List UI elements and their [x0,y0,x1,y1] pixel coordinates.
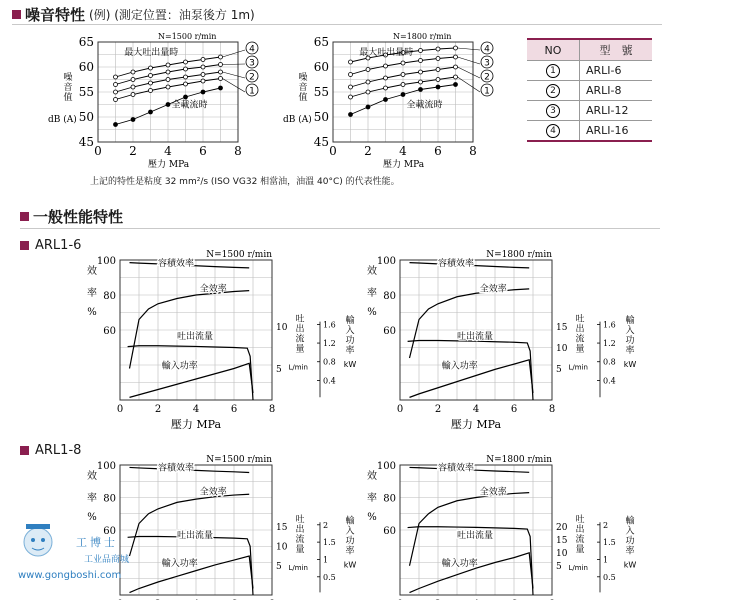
y-tick-label: 100 [376,461,396,472]
watermark-brand: 工博士 [76,536,118,549]
watermark-url: www.gongboshi.com [18,570,122,581]
power-axis-label: 輸 [345,516,355,527]
data-point [436,47,440,51]
annotation-label: 全載流時 [171,100,208,111]
y-tick-label: 100 [96,256,116,267]
series-leader [223,72,246,78]
flow-tick-label: 5 [276,364,282,375]
data-point [149,89,153,93]
row-no: 1 [546,64,560,78]
data-point [149,110,153,114]
power-tick-label: 0.5 [323,572,336,582]
series-label: 全效率 [199,487,227,498]
data-point [366,105,370,109]
data-point [349,95,353,99]
x-tick-label: 4 [164,144,172,158]
series-leader [223,79,246,93]
data-point [184,75,188,79]
power-axis-label: 輸 [625,516,635,527]
x-axis-label: 壓力 MPa [383,160,425,170]
flow-axis-label: 流 [295,334,305,345]
performance-chart-arl16-1500 [80,240,370,431]
data-point [349,113,353,117]
data-point [436,57,440,61]
y-axis-label: 噪 [63,73,73,83]
chart-title: N=1800 r/min [486,455,552,465]
power-axis-label: 入 [625,526,635,537]
flow-tick-label: 5 [276,562,282,573]
mascot-logo-icon [18,520,58,570]
y-axis-label: 效 [367,266,377,277]
power-tick-label: 1 [603,555,609,565]
power-axis-unit: kW [623,360,637,369]
performance-chart-arl18-1800 [360,445,650,600]
data-point [201,65,205,69]
series-leader [223,64,246,65]
x-tick-label: 4 [472,404,480,415]
x-tick-label: 0 [94,144,102,158]
flow-axis-unit: L/min [568,363,588,372]
y-axis-unit: dB (A) [48,115,77,125]
y-tick-label: 45 [78,135,94,149]
flow-axis-label: 吐 [575,515,585,526]
y-tick-label: 80 [103,493,116,505]
x-tick-label: 8 [234,144,242,158]
annotation-label: 最大吐出量時 [124,48,179,58]
y-tick-label: 80 [103,291,116,302]
group-label: ARL1-6 [35,238,82,253]
data-point [149,66,153,70]
y-tick-label: 60 [313,60,329,74]
series-label: 容積效率 [438,463,475,474]
data-point [219,55,223,59]
power-tick-label: 1.6 [323,320,336,330]
flow-axis-label: 出 [575,324,585,335]
table-row [527,101,652,121]
chart-title: N=1500 r/min [206,250,272,260]
data-point [131,70,135,74]
data-point [201,90,205,94]
flow-tick-label: 10 [556,343,568,354]
series-line [130,494,250,556]
power-axis-label: 率 [625,346,635,356]
x-tick-label: 0 [396,404,404,415]
flow-axis-label: 量 [295,344,305,355]
data-point [366,80,370,84]
flow-axis-unit: L/min [288,363,308,372]
data-point [131,118,135,122]
model-table-wrap [527,38,652,142]
series-leader [458,67,481,78]
series-label: 4 [484,44,490,55]
data-point [384,86,388,90]
series-label: 1 [484,86,490,97]
section-bullet [12,10,21,19]
chart-title: N=1800 r/min [486,250,552,260]
power-tick-label: 1.2 [603,339,616,349]
section-bullet [20,212,29,221]
noise-chart-1500 [40,28,265,168]
data-point [454,75,458,79]
data-point [201,58,205,62]
data-point [166,85,170,89]
section-divider [12,24,662,25]
data-point [219,86,223,90]
performance-chart-arl16-1800 [360,240,650,431]
y-axis-label: 效 [87,266,97,277]
power-axis-label: 率 [345,546,355,557]
data-point [419,80,423,84]
data-point [149,74,153,78]
series-label: 吐出流量 [457,531,494,542]
series-line [130,291,250,369]
flow-tick-label: 15 [276,523,288,534]
y-tick-label: 65 [313,35,329,49]
series-label: 吐出流量 [177,331,214,342]
data-point [131,78,135,82]
group-bullet [20,241,29,250]
data-point [384,98,388,102]
data-point [114,83,118,87]
flow-axis-label: 流 [575,334,585,345]
series-label: 2 [249,72,255,83]
data-point [149,81,153,85]
y-axis-unit: dB (A) [283,115,312,125]
y-axis-unit: % [367,307,377,318]
group-bullet [20,446,29,455]
table-row [527,121,652,142]
x-axis-label: 壓力 MPa [148,160,190,170]
chart-title: N=1500 r/min [206,455,272,465]
flow-axis-unit: L/min [288,564,308,573]
x-tick-label: 2 [364,144,372,158]
data-point [419,59,423,63]
series-label: 輸入功率 [441,361,478,372]
x-tick-label: 2 [129,144,137,158]
flow-axis-label: 吐 [295,515,305,526]
flow-axis-label: 流 [295,535,305,546]
flow-axis-label: 流 [575,535,585,546]
series-label: 容積效率 [158,463,195,474]
series-leader [458,57,481,64]
noise-subtitle: (例) (測定位置：油泵後方 1m) [89,8,255,22]
y-axis-label: 值 [298,93,308,103]
power-axis-label: 入 [345,326,355,336]
group-title-arl16 [20,238,81,253]
series-label: 吐出流量 [177,531,214,542]
y-tick-label: 100 [96,461,116,472]
data-point [219,63,223,67]
data-point [436,85,440,89]
data-point [201,79,205,83]
x-tick-label: 6 [199,144,207,158]
data-point [401,83,405,87]
data-point [184,67,188,71]
flow-axis-label: 出 [575,525,585,536]
data-point [384,76,388,80]
performance-section-title [20,206,123,227]
y-axis-label: 效 [367,471,377,482]
data-point [131,93,135,97]
series-label: 容積效率 [438,259,475,270]
series-label: 1 [249,86,255,97]
y-axis-label: 率 [367,493,377,504]
data-point [166,103,170,107]
x-tick-label: 6 [434,144,442,158]
power-tick-label: 0.4 [603,376,616,386]
y-tick-label: 45 [313,135,329,149]
power-tick-label: 2 [323,520,329,530]
power-axis-label: 功 [345,336,355,346]
x-axis-label: 壓力 MPa [170,418,222,431]
y-axis-unit: % [87,512,97,523]
x-tick-label: 8 [268,404,276,415]
data-point [166,70,170,74]
power-tick-label: 0.8 [323,357,336,367]
data-point [184,95,188,99]
y-axis-label: 音 [298,83,308,93]
series-label: 3 [484,58,490,69]
data-point [114,90,118,94]
annotation-label: 全載流時 [406,100,443,111]
data-point [454,83,458,87]
power-tick-label: 1 [323,555,329,565]
x-tick-label: 6 [230,404,238,415]
data-point [184,60,188,64]
watermark-sub: 工业品商城 [84,555,130,565]
flow-tick-label: 15 [556,322,568,333]
power-axis-label: 輸 [345,316,355,326]
power-axis-unit: kW [343,560,357,570]
power-axis-label: 功 [345,536,355,547]
x-tick-label: 8 [548,404,556,415]
y-axis-label: 率 [367,288,377,299]
data-point [219,77,223,81]
power-axis-label: 輸 [625,316,635,326]
power-tick-label: 1.5 [603,538,616,548]
data-point [401,93,405,97]
group-label: ARL1-8 [35,443,82,458]
y-axis-label: 音 [63,83,73,93]
model-table-header [527,39,652,61]
x-tick-label: 4 [399,144,407,158]
series-label: 容積效率 [158,259,195,270]
table-row [527,61,652,81]
chart-title: N=1500 r/min [158,32,217,41]
y-axis-label: 效 [87,471,97,482]
chart-title: N=1800 r/min [393,32,452,41]
data-point [454,55,458,59]
flow-tick-label: 20 [556,523,568,534]
row-model: ARLI-12 [580,101,653,121]
data-point [114,75,118,79]
row-model: ARLI-16 [580,121,653,142]
data-point [349,60,353,64]
power-axis-label: 入 [625,326,635,336]
power-axis-label: 率 [345,346,355,356]
series-label: 輸入功率 [161,558,198,569]
power-tick-label: 0.4 [323,376,336,386]
noise-note: 上記的特性是粘度 32 mm²/s (ISO VG32 相當油，油溫 40°C) 的代表性能。 [90,177,400,187]
flow-tick-label: 10 [276,322,288,333]
x-tick-label: 6 [510,404,518,415]
y-axis-label: 率 [87,493,97,504]
x-tick-label: 8 [469,144,477,158]
performance-title: 一般性能特性 [33,208,124,226]
data-point [436,68,440,72]
data-point [131,85,135,89]
data-point [454,46,458,50]
flow-axis-label: 吐 [575,314,585,325]
data-point [349,85,353,89]
noise-section-title [12,4,255,25]
data-point [114,98,118,102]
noise-title: 噪音特性 [25,6,86,24]
y-tick-label: 55 [78,85,94,99]
data-point [401,61,405,65]
series-label: 輸入功率 [161,361,198,372]
row-no: 4 [546,124,560,138]
noise-chart-1800 [275,28,505,168]
section-divider [20,228,660,229]
power-tick-label: 1.2 [323,339,336,349]
flow-tick-label: 10 [276,542,288,553]
y-axis-label: 率 [87,288,97,299]
flow-tick-label: 10 [556,549,568,560]
y-tick-label: 55 [313,85,329,99]
y-axis-label: 值 [63,93,73,103]
power-tick-label: 0.8 [603,357,616,367]
y-tick-label: 80 [383,291,396,302]
row-no: 3 [546,104,560,118]
data-point [454,65,458,69]
series-label: 3 [249,58,255,69]
data-point [419,70,423,74]
x-tick-label: 0 [329,144,337,158]
y-axis-unit: % [367,512,377,523]
series-label: 全效率 [479,487,507,498]
power-tick-label: 2 [603,520,609,530]
series-label: 2 [484,72,490,83]
power-axis-label: 入 [345,526,355,537]
flow-axis-unit: L/min [568,564,588,573]
power-tick-label: 0.5 [603,572,616,582]
power-axis-label: 功 [625,536,635,547]
series-leader [458,48,481,50]
data-point [384,64,388,68]
y-tick-label: 60 [103,526,116,537]
y-tick-label: 60 [383,326,396,337]
data-point [366,68,370,72]
flow-axis-label: 量 [295,545,305,556]
x-tick-label: 2 [434,404,442,415]
series-label: 輸入功率 [441,558,478,569]
x-axis-label: 壓力 MPa [450,418,502,431]
power-axis-label: 率 [625,546,635,557]
table-row [527,81,652,101]
data-point [349,73,353,77]
flow-axis-label: 量 [575,545,585,556]
flow-tick-label: 5 [556,562,562,573]
annotation-label: 最大吐出量時 [359,48,414,58]
x-tick-label: 0 [116,404,124,415]
data-point [419,49,423,53]
x-tick-label: 4 [192,404,200,415]
data-point [184,82,188,86]
y-tick-label: 60 [103,326,116,337]
group-title-arl18 [20,443,81,458]
flow-tick-label: 15 [556,536,568,547]
flow-axis-label: 出 [295,525,305,536]
x-tick-label: 2 [154,404,162,415]
series-line [410,493,530,566]
series-label: 吐出流量 [457,331,494,342]
series-leader [223,50,246,57]
y-axis-label: 噪 [298,73,308,83]
data-point [219,70,223,74]
row-model: ARLI-8 [580,81,653,101]
data-point [166,78,170,82]
y-tick-label: 60 [78,60,94,74]
row-no: 2 [546,84,560,98]
flow-axis-label: 吐 [295,314,305,325]
data-point [366,90,370,94]
row-model: ARLI-6 [580,61,653,81]
y-tick-label: 50 [78,110,94,124]
y-axis-unit: % [87,307,97,318]
power-tick-label: 1.6 [603,320,616,330]
data-point [201,73,205,77]
series-label: 4 [249,44,255,55]
y-tick-label: 80 [383,493,396,505]
flow-axis-label: 出 [295,324,305,335]
power-axis-unit: kW [623,560,637,570]
power-axis-unit: kW [343,360,357,369]
data-point [401,73,405,77]
y-tick-label: 60 [383,526,396,537]
flow-axis-label: 量 [575,344,585,355]
series-label: 全效率 [479,284,507,295]
y-tick-label: 50 [313,110,329,124]
y-tick-label: 100 [376,256,396,267]
power-tick-label: 1.5 [323,538,336,548]
col-no: NO [527,39,580,61]
data-point [114,123,118,127]
power-axis-label: 功 [625,336,635,346]
y-tick-label: 65 [78,35,94,49]
watermark [18,520,138,590]
col-model: 型 號 [580,39,653,61]
model-table [527,38,652,142]
data-point [436,78,440,82]
flow-tick-label: 5 [556,364,562,375]
data-point [166,63,170,67]
series-label: 全效率 [199,284,227,295]
data-point [419,88,423,92]
